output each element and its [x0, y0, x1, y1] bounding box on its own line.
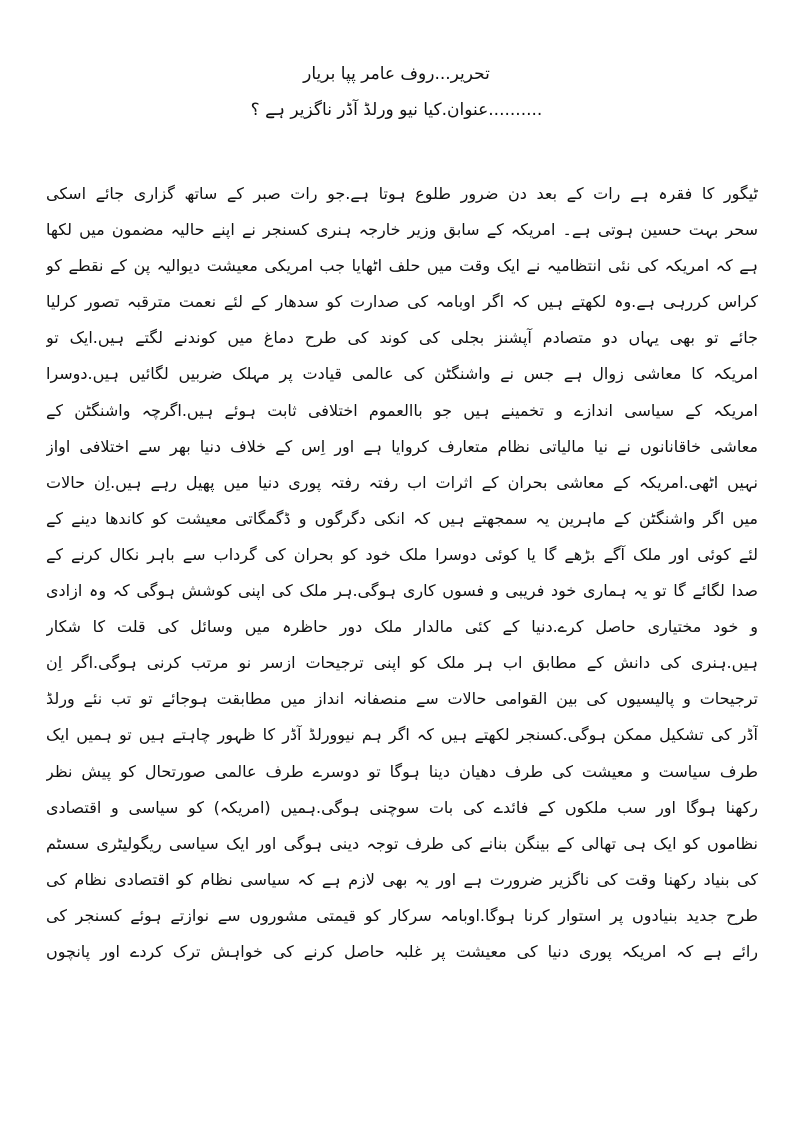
body-line: آڈر کی تشکیل ممکن ہوگی.کسنجر لکھتے ہیں کہ اگر ہم نیوورلڈ آڈر کا ظہور چاہتے ہیں تو ہمیں ایک: [46, 725, 758, 745]
body-line: امریکہ کا معاشی زوال ہے جس نے واشنگٹن کی عالمی قیادت پر مہلک ضربیں لگائیں ہیں.دوسرا: [46, 364, 758, 384]
article-body: [46, 176, 758, 970]
article-title: ..........عنوان.کیا نیو ورلڈ آڈر ناگزیر ہے ؟: [250, 100, 543, 120]
author-line: تحریر...روف عامر پپا بریار: [303, 64, 490, 84]
body-line: کی بنیاد رکھنا وقت کی ناگزیر ضرورت ہے اور یہ بھی لازم ہے کہ سیاسی نظام کو اقتصادی نظام کی: [46, 869, 758, 889]
body-line: طرف سیاست و معیشت کی طرف دھیان دینا ہوگا تو دوسرے طرف عالمی صورتحال کو پیش نظر: [46, 761, 758, 781]
body-line: لئے کوئی اور ملک آگے بڑھے گا یا کوئی دوسرا ملک خود کو بحران کی گرداب سے باہر نکال کرنے کے: [46, 544, 758, 564]
body-line: ٹیگور کا فقرہ ہے رات کے بعد دن ضرور طلوع ہوتا ہے.جو رات صبر کے ساتھ گزاری جائے اسکی: [46, 184, 758, 203]
body-line: ترجیحات و پالیسیوں کی بین القوامی حالات سے منصفانہ انداز میں مطابقت ہوجائے تو تب نئے ورلڈ: [46, 689, 758, 709]
body-line: ہے کہ امریکہ کی نئی انتظامیہ نے ایک وقت میں حلف اٹھایا جب امریکی معیشت دیوالیہ پن کے نقطے کو: [46, 256, 758, 276]
body-line: سحر بہت حسین ہوتی ہے۔ امریکہ کے سابق وزیر خارجہ ہنری کسنجر نے اپنے حالیہ مضمون میں لکھا: [46, 220, 758, 240]
body-line: طرح جدید بنیادوں پر استوار کرنا ہوگا.اوبامہ سرکار کو قیمتی مشوروں سے نوازتے ہوئے کسنجر کی: [46, 905, 758, 925]
body-line: کراس کررہی ہے.وہ لکھتے ہیں کہ اگر اوبامہ کی صدارت کو سدھار کے لئے نعمت مترقبہ تصور کرلیا: [46, 292, 758, 312]
body-line: ہیں.ہنری کی دانش کے مطابق اب ہر ملک کو اپنی ترجیحات ازسر نو مرتب کرنی ہوگی.اگر اِن: [46, 653, 758, 673]
body-line: نہیں اٹھی.امریکہ کے معاشی بحران کے اثرات اب رفتہ رفتہ پوری دنیا میں پھیل رہے ہیں.اِن حالات: [46, 472, 758, 492]
body-line: و خود مختیاری حاصل کرے.دنیا کے کئی مالدار ملک دور حاظرہ میں وسائل کی قلت کا شکار: [46, 617, 758, 637]
body-line: رکھنا ہوگا اور سب ملکوں کے فائدے کی بات سوچنی ہوگی.ہمیں (امریکہ) کو سیاسی و اقتصادی: [46, 797, 758, 817]
body-line: معاشی خاقانانوں نے نیا مالیاتی نظام متعارف کروایا ہے اور اِس کے خلاف دنیا بھر سے اختلافی اواز: [46, 436, 758, 456]
body-line: صدا لگائے گا تو یہ ہماری خود فریبی و فسوں کاری ہوگی.ہر ملک کی اپنی کوشش ہوگی کہ وہ ازادی: [46, 581, 758, 601]
body-line: نظاموں کو ایک ہی تھالی کے بینگن بنانے کی طرف توجہ دینی ہوگی اور ایک سیاسی ریگولیٹری سسٹم: [46, 833, 758, 853]
body-line: رائے ہے کہ امریکہ پوری دنیا کی معیشت پر غلبہ حاصل کرنے کی خواہش ترک کردے اور پانچوں: [46, 941, 758, 961]
body-line: جائے تو بھی یہاں دو متصادم آپشنز بجلی کی کوند کی طرح دماغ میں کوندنے لگتے ہیں.ایک تو: [46, 328, 758, 348]
body-line: میں اگر واشنگٹن کے ماہرین یہ سمجھتے ہیں کہ انکی دگرگوں و ڈگمگاتی معیشت کو کاندھا دینے کے: [46, 508, 758, 528]
body-line: امریکہ کے سیاسی اندازے و تخمینے ہیں جو باالعموم اختلافی ثابت ہوئے ہیں.اگرچہ واشنگٹن کے: [46, 400, 758, 420]
